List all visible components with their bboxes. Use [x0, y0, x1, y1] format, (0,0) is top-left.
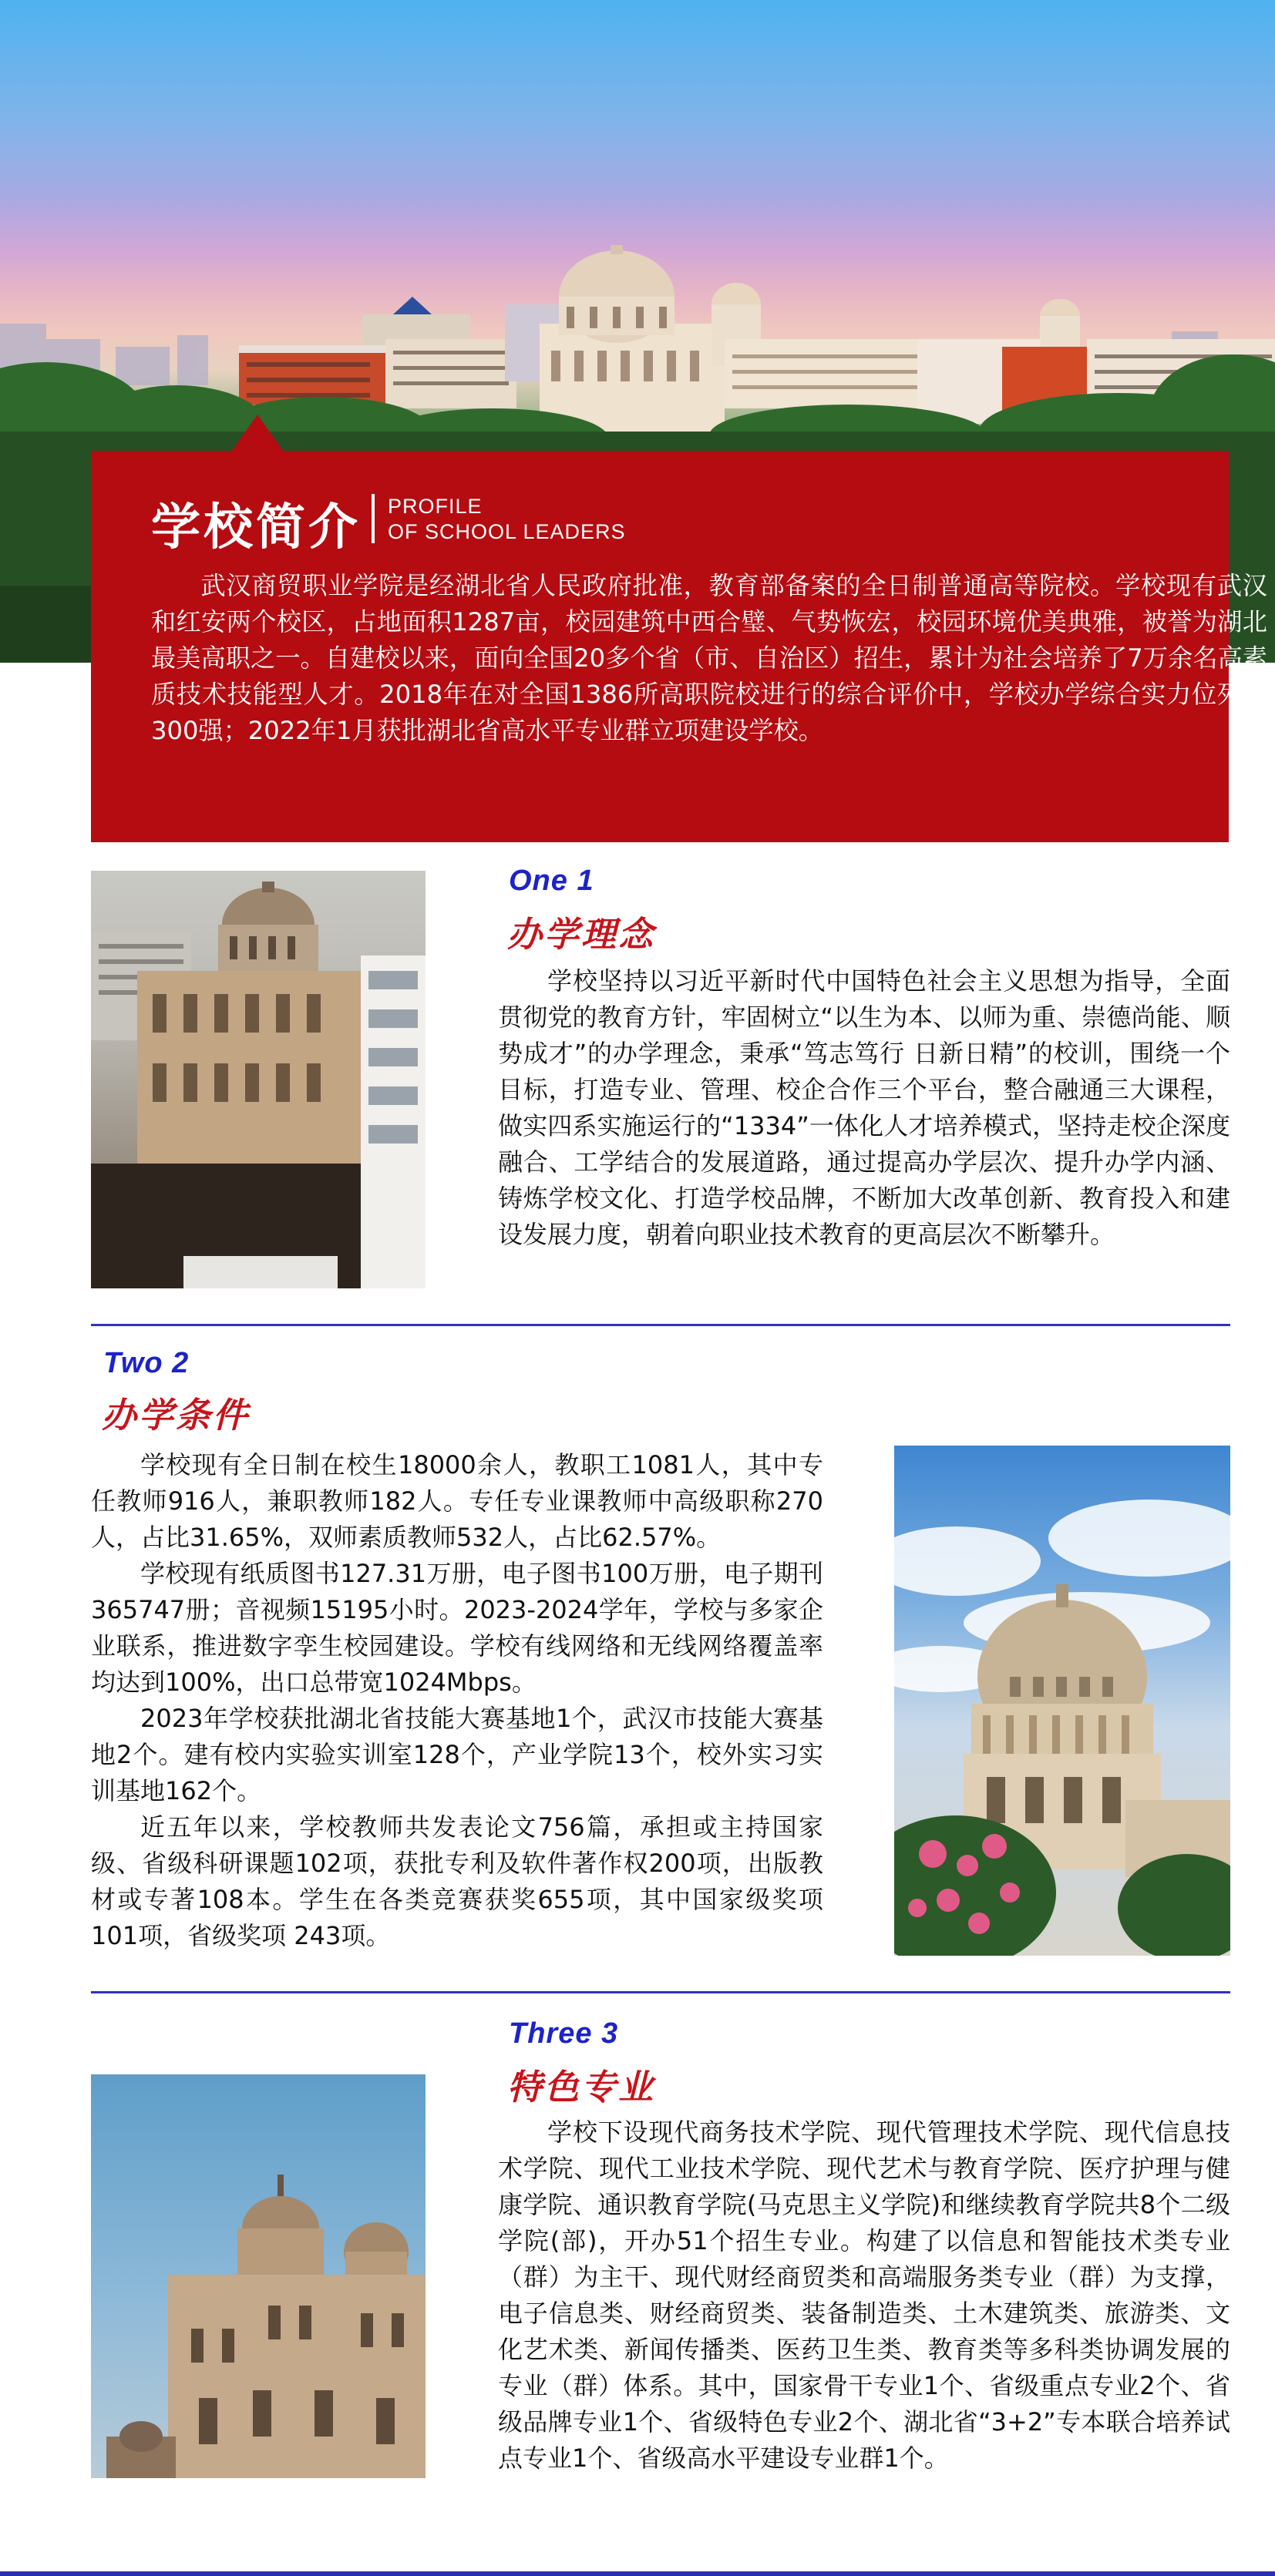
profile-subtitle-line2: OF SCHOOL LEADERS — [388, 520, 626, 543]
section3-tower-photo — [91, 2074, 426, 2478]
profile-body-text: 武汉商贸职业学院是经湖北省人民政府批准，教育部备案的全日制普通高等院校。学校现有武汉和红安两个校区，占地面积1287亩，校园建筑中西合璧、气势恢宏，校园环境优美典雅，被誉为湖北最美高职之一。自建校以来，面向全国20多个省（市、自治区）招生，累计为社会培养了7万余名高素质技术技能型人才。2018年在对全国1386所高职院校进行的综合评价中，学校办学综合实力位列前300强；2022年1月获批湖北省高水平专业群立项建设学校。 — [151, 571, 1267, 745]
section2-dome-photo — [894, 1446, 1230, 1956]
profile-pointer-triangle — [231, 415, 284, 452]
section2-title: 办学条件 — [102, 1395, 251, 1436]
profile-subtitle-line1: PROFILE — [388, 495, 483, 518]
school-profile-box — [91, 451, 1267, 842]
section1-paragraph: 学校坚持以习近平新时代中国特色社会主义思想为指导，全面贯彻党的教育方针，牢固树立“以生为本、以师为重、崇德尚能、顺势成才”的办学理念，秉承“笃志笃行 日新日精”的校训，围绕一个目标，打造专业、管理、校企合作三个平台，整合融通三大课程，做实四系实施运行的“1334”一体化人才培养模式，坚持走校企深度融合、工学结合的发展道路，通过提高办学层次、提升办学内涵、铸炼学校文化、打造学校品牌，不断加大改革创新、教育投入和建设发展力度，朝着向职业技术教育的更高层次不断攀升。 — [498, 966, 1230, 1249]
section2-photo-illustration — [894, 1446, 1230, 1956]
section2-paragraph: 学校现有全日制在校生18000余人，教职工1081人，其中专任教师916人，兼职教师182人。专任专业课教师中高级职称270人，占比31.65%，双师素质教师532人，占比62.57%。 — [91, 1450, 823, 1552]
section3-number: Three 3 — [509, 2017, 619, 2050]
section3-title: 特色专业 — [507, 2067, 656, 2107]
section2-paragraph: 2023年学校获批湖北省技能大赛基地1个，武汉市技能大赛基地2个。建有校内实验实训室128个，产业学院13个，校外实习实训基地162个。 — [91, 1704, 823, 1805]
section3-body — [498, 2114, 1230, 2477]
section1-body — [498, 963, 1230, 1253]
section2-number: Two 2 — [103, 1347, 190, 1379]
page-bottom-border — [0, 2571, 1275, 2576]
section-divider-2 — [91, 1991, 1230, 1993]
section2-paragraph: 近五年以来，学校教师共发表论文756篇，承担或主持国家级、省级科研课题102项，获批专利及软件著作权200项，出版教材或专著108本。学生在各类竞赛获奖655项，其中国家级奖项101项，省级奖项 243项。 — [91, 1812, 823, 1950]
profile-title-divider — [372, 494, 375, 543]
section3-paragraph: 学校下设现代商务技术学院、现代管理技术学院、现代信息技术学院、现代工业技术学院、现代艺术与教育学院、医疗护理与健康学院、通识教育学院(马克思主义学院)和继续教育学院共8个二级学院(部)，开办51个招生专业。构建了以信息和智能技术类专业（群）为主干、现代财经商贸类和高端服务类专业（群）为支撑，电子信息类、财经商贸类、装备制造类、土木建筑类、旅游类、文化艺术类、新闻传播类、医药卫生类、教育类等多科类协调发展的专业（群）体系。其中，国家骨干专业1个、省级重点专业2个、省级品牌专业1个、省级特色专业2个、湖北省“3+2”专本联合培养试点专业1个、省级高水平建设专业群1个。 — [498, 2118, 1230, 2473]
section1-dome-building-photo — [91, 871, 426, 1288]
profile-title: 学校简介 — [151, 499, 361, 556]
section-divider-1 — [91, 1324, 1230, 1326]
section1-photo-illustration — [91, 871, 426, 1288]
section1-number: One 1 — [509, 865, 594, 897]
profile-subtitle — [388, 494, 626, 545]
section2-paragraph: 学校现有纸质图书127.31万册，电子图书100万册，电子期刊365747册；音视频15195小时。2023-2024学年，学校与多家企业联系，推进数字孪生校园建设。学校有线网络和无线网络覆盖率均达到100%，出口总带宽1024Mbps。 — [91, 1559, 823, 1697]
section1-title: 办学理念 — [507, 914, 656, 955]
section2-body — [91, 1447, 823, 1954]
section3-photo-illustration — [91, 2074, 426, 2478]
